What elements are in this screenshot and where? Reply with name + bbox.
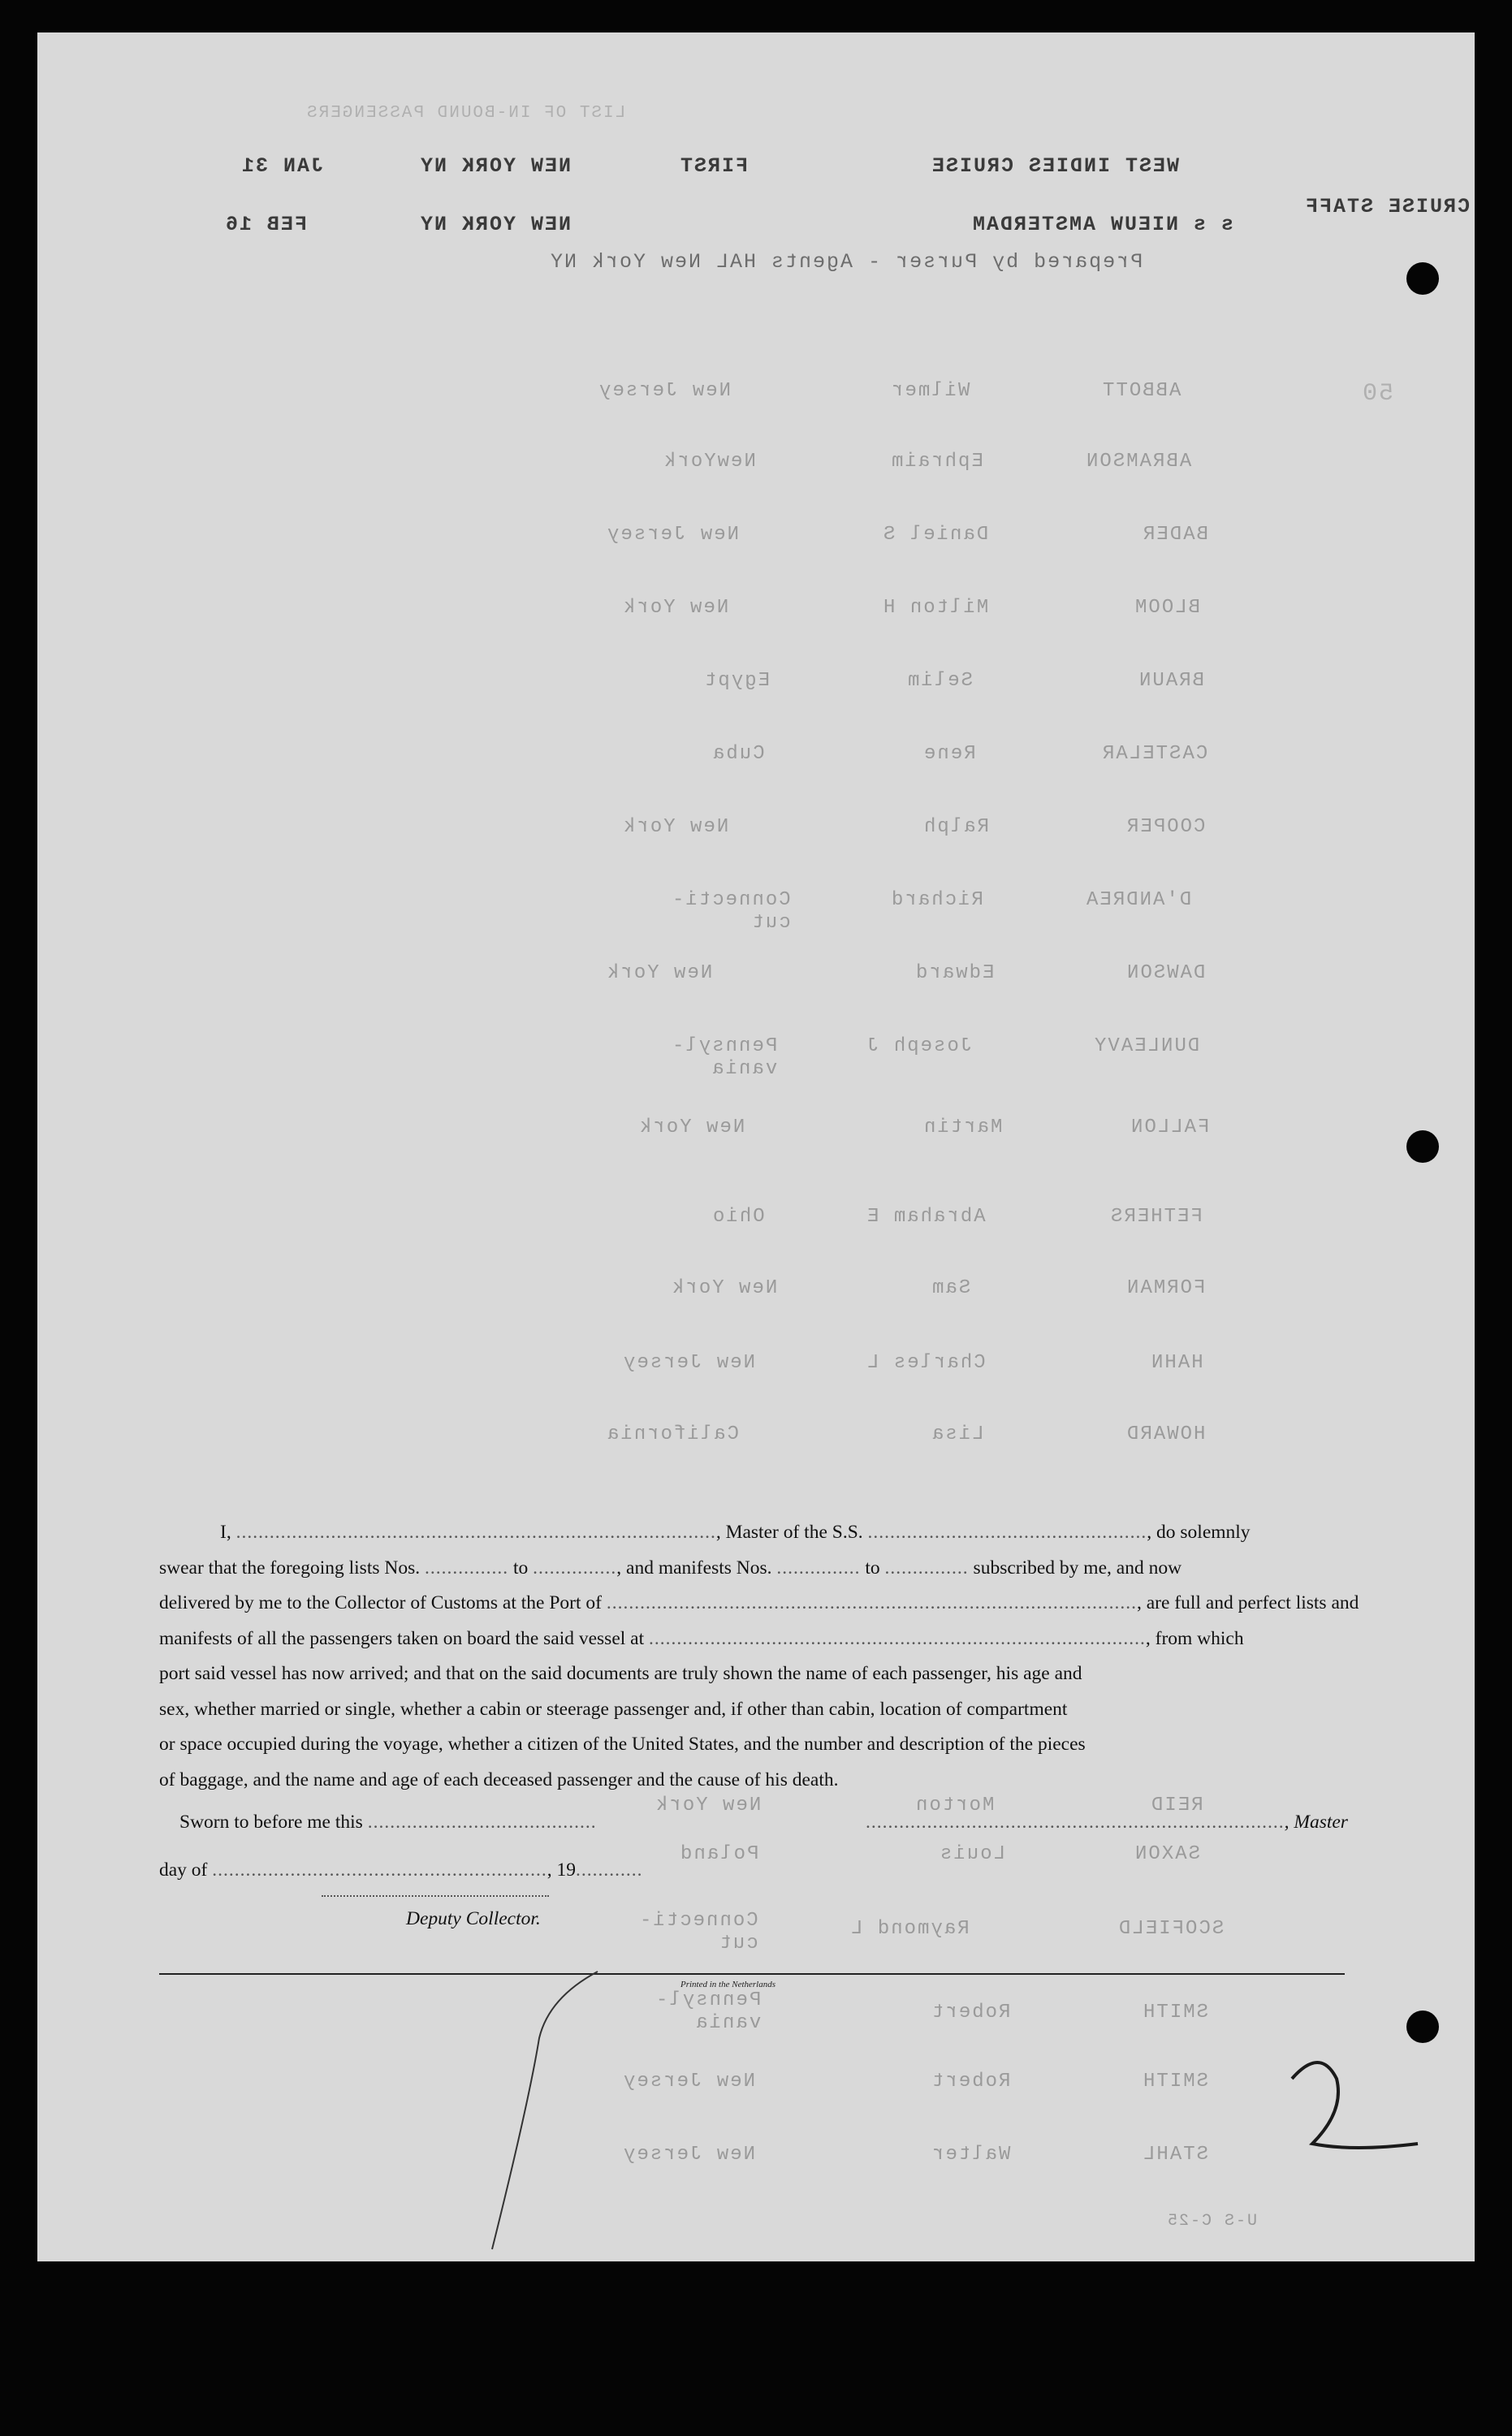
passenger-residence: New York xyxy=(622,816,729,838)
day-of-line: day of ............................................................, 19............ xyxy=(159,1859,643,1881)
passenger-given: Milton H xyxy=(882,597,989,619)
printed-note: Printed in the Netherlands xyxy=(680,1980,776,1989)
passenger-given: Wilmer xyxy=(890,380,970,402)
header-date: JAN 31 xyxy=(240,154,324,178)
header-prepared-by: Prepared by Purser - Agents HAL New York NY xyxy=(549,250,1143,274)
passenger-surname: ABBOTT xyxy=(1101,380,1182,402)
passenger-residence: New Jersey xyxy=(622,2144,756,2166)
oath-text: , do solemnly xyxy=(1147,1522,1251,1543)
oath-text: sex, whether married or single, whether a cabin or steerage passenger and, if other than cabin, location of compartment xyxy=(159,1698,1068,1720)
oath-text: , are full and perfect lists and xyxy=(1136,1592,1359,1613)
passenger-surname: BRAUN xyxy=(1138,670,1205,692)
passenger-surname: FETHERS xyxy=(1109,1206,1203,1228)
oath-text: delivered by me to the Collector of Customs at the Port of xyxy=(159,1592,602,1613)
header-ship: s s NIEUW AMSTERDAM xyxy=(971,213,1234,236)
passenger-residence: Connecti- cut xyxy=(638,1910,758,1954)
passenger-surname: STAHL xyxy=(1142,2144,1209,2166)
form-number: U-S C-25 xyxy=(1166,2212,1258,2231)
passenger-surname: DAWSON xyxy=(1125,962,1206,984)
passenger-given: Daniel S xyxy=(882,524,989,546)
passenger-given: Rene xyxy=(922,743,976,765)
passenger-surname: BLOOM xyxy=(1134,597,1201,619)
sworn-text: Sworn to before me this xyxy=(179,1812,363,1833)
header-cruise: WEST INDIES CRUISE xyxy=(931,154,1180,178)
oath-text: manifests of all the passengers taken on board the said vessel at xyxy=(159,1627,645,1649)
top-faint-title: LIST OF IN-BOUND PASSENGERS xyxy=(305,104,626,123)
oath-text: to xyxy=(512,1557,529,1579)
passenger-surname: FORMAN xyxy=(1125,1277,1206,1299)
passenger-residence: NewYork xyxy=(663,451,756,473)
oath-text: , from which xyxy=(1145,1627,1244,1649)
oath-text: subscribed by me, and now xyxy=(973,1557,1182,1579)
passenger-given: Robert xyxy=(931,2071,1011,2093)
master-line: ..........................................................................., Master xyxy=(866,1812,1348,1833)
oath-text: of baggage, and the name and age of each deceased passenger and the cause of his death. xyxy=(159,1769,839,1790)
passenger-given: Joseph J xyxy=(866,1035,973,1057)
passenger-surname: SCOFIELD xyxy=(1117,1918,1225,1940)
header-port: NEW YORK NY xyxy=(419,154,572,178)
passenger-surname: HOWARD xyxy=(1125,1423,1206,1445)
margin-number: 50 xyxy=(1361,380,1394,408)
master-label: , Master xyxy=(1284,1812,1348,1833)
passenger-given: Sam xyxy=(931,1277,971,1299)
passenger-residence: New Jersey xyxy=(622,1352,756,1374)
document-page xyxy=(37,32,1475,2261)
passenger-surname: CASTELAR xyxy=(1101,743,1208,765)
passenger-given: Ralph xyxy=(922,816,990,838)
passenger-given: Martin xyxy=(922,1116,1003,1138)
oath-text: , and manifests Nos. xyxy=(616,1557,772,1579)
passenger-residence: New Jersey xyxy=(598,380,732,402)
header-dest-date: FEB 16 xyxy=(224,213,308,236)
passenger-given: Walter xyxy=(931,2144,1011,2166)
passenger-residence: Pennsyl- vania xyxy=(654,1989,762,2034)
oath-text: or space occupied during the voyage, whether a citizen of the United States, and the number and description of the pieces xyxy=(159,1734,1086,1755)
passenger-surname: FALLON xyxy=(1130,1116,1210,1138)
passenger-surname: COOPER xyxy=(1125,816,1206,838)
passenger-residence: New Jersey xyxy=(622,2071,756,2093)
passenger-residence: Ohio xyxy=(711,1206,765,1228)
passenger-residence: New York xyxy=(654,1795,762,1816)
passenger-residence: New Jersey xyxy=(606,524,740,546)
oath-text: to xyxy=(865,1557,880,1579)
passenger-given: Charles L xyxy=(866,1352,986,1374)
passenger-surname: D'ANDREA xyxy=(1085,889,1192,911)
oath-paragraph: I, ......................................................................................, Master of the S.S. .................................................., do solemnly swear that the foregoing lists Nos. ............... to ..............., and manifests Nos. ............... to ............... subscribed by me, and now delivered by me to the Collector of Customs at the Port of ..............................................................................................., are full and perfect lists and manifests of all the passengers taken on board the said vessel at ........................................................................................., from which port said vessel has now arrived; and that on the said documents are truly shown the name of each passenger, his age and sex, whether married or single, whether a cabin or steerage passenger and, if other than cabin, location of compartment or space occupied during the voyage, whether a citizen of the United States, and the number and description of the pieces of baggage, and the name and age of each deceased passenger and the cause of his death. xyxy=(159,1515,1385,1798)
pen-stroke-svg xyxy=(37,32,1475,2261)
oath-text: port said vessel has now arrived; and that on the said documents are truly shown the name of each passenger, his age and xyxy=(159,1663,1082,1684)
passenger-given: Selim xyxy=(906,670,974,692)
passenger-given: Abraham E xyxy=(866,1206,986,1228)
passenger-given: Ephraim xyxy=(890,451,983,473)
year-label: , 19 xyxy=(546,1859,577,1881)
passenger-residence: Pennsyl- vania xyxy=(671,1035,778,1080)
passenger-surname: SMITH xyxy=(1142,2002,1209,2024)
sworn-line: Sworn to before me this ......................................... xyxy=(179,1812,597,1833)
deputy-collector-label: Deputy Collector. xyxy=(406,1908,541,1929)
oath-text: swear that the foregoing lists Nos. xyxy=(159,1557,421,1579)
passenger-given: Robert xyxy=(931,2002,1011,2024)
passenger-residence: California xyxy=(606,1423,740,1445)
passenger-surname: DUNLEAVY xyxy=(1093,1035,1200,1057)
header-cruise-staff: CRUISE STAFF xyxy=(1304,195,1471,218)
header-class: FIRST xyxy=(679,154,749,178)
header-dest-port: NEW YORK NY xyxy=(419,213,572,236)
passenger-given: Morton xyxy=(914,1795,995,1816)
passenger-residence: Connecti- cut xyxy=(671,889,791,934)
passenger-surname: SAXON xyxy=(1134,1843,1201,1865)
passenger-given: Louis xyxy=(939,1843,1006,1865)
passenger-surname: BADER xyxy=(1142,524,1209,546)
passenger-residence: New York xyxy=(606,962,713,984)
passenger-given: Lisa xyxy=(931,1423,984,1445)
passenger-surname: HAHN xyxy=(1150,1352,1203,1374)
passenger-surname: SMITH xyxy=(1142,2071,1209,2093)
passenger-residence: New York xyxy=(638,1116,745,1138)
oath-text: , Master of the S.S. xyxy=(715,1522,863,1543)
passenger-residence: Cuba xyxy=(711,743,765,765)
passenger-residence: New York xyxy=(622,597,729,619)
passenger-residence: Poland xyxy=(679,1843,759,1865)
oath-text: I, xyxy=(220,1522,231,1543)
passenger-given: Richard xyxy=(890,889,983,911)
passenger-residence: New York xyxy=(671,1277,778,1299)
passenger-given: Raymond L xyxy=(849,1918,970,1940)
day-of-label: day of xyxy=(159,1859,208,1881)
passenger-residence: Egypt xyxy=(703,670,771,692)
passenger-surname: REID xyxy=(1150,1795,1203,1816)
passenger-surname: ABRAMSON xyxy=(1085,451,1192,473)
passenger-given: Edward xyxy=(914,962,995,984)
